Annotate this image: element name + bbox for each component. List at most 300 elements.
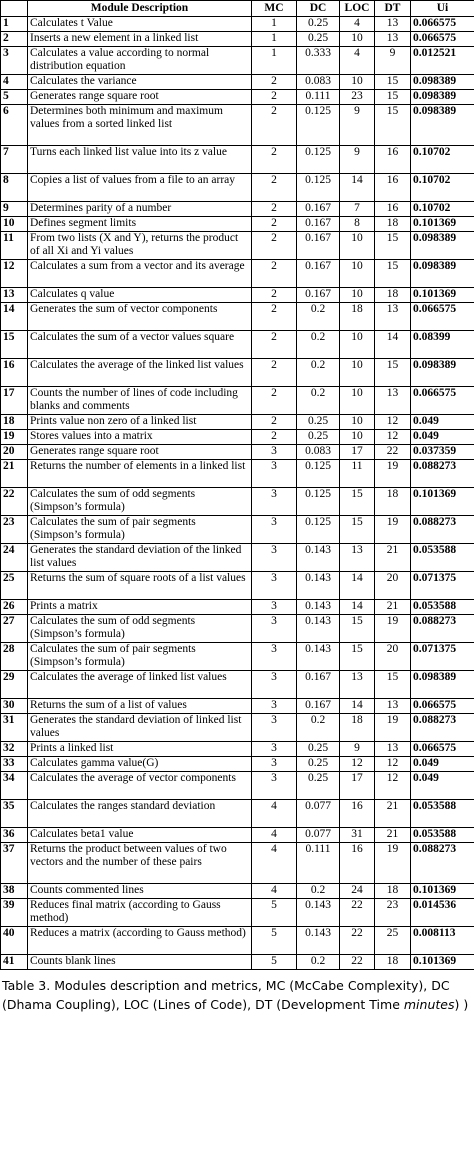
row-description: Returns the product between values of two vectors and the number of these pairs xyxy=(28,843,252,884)
row-ui: 0.101369 xyxy=(411,955,474,970)
row-ui: 0.088273 xyxy=(411,843,474,884)
table-row xyxy=(1,232,474,260)
row-number: 39 xyxy=(1,899,28,927)
row-mc: 2 xyxy=(252,90,297,105)
row-loc: 10 xyxy=(340,415,375,430)
row-ui: 0.101369 xyxy=(411,488,474,516)
row-mc: 3 xyxy=(252,544,297,572)
row-loc: 31 xyxy=(340,828,375,843)
row-dt: 15 xyxy=(375,260,411,288)
row-loc: 10 xyxy=(340,260,375,288)
row-description: Calculates a sum from a vector and its average xyxy=(28,260,252,288)
row-description: Generates the sum of vector components xyxy=(28,303,252,331)
row-ui: 0.014536 xyxy=(411,899,474,927)
row-ui: 0.012521 xyxy=(411,47,474,75)
row-dc: 0.125 xyxy=(297,460,340,488)
header-dc: DC xyxy=(297,1,340,17)
row-loc: 10 xyxy=(340,331,375,359)
row-dt: 15 xyxy=(375,671,411,699)
row-dc: 0.143 xyxy=(297,615,340,643)
row-dc: 0.125 xyxy=(297,516,340,544)
row-mc: 2 xyxy=(252,232,297,260)
row-dc: 0.143 xyxy=(297,927,340,955)
row-loc: 9 xyxy=(340,146,375,174)
row-dc: 0.25 xyxy=(297,17,340,32)
row-mc: 5 xyxy=(252,927,297,955)
row-mc: 2 xyxy=(252,387,297,415)
row-dc: 0.143 xyxy=(297,899,340,927)
caption-tail: ) ) xyxy=(454,997,469,1012)
table-row xyxy=(1,671,474,699)
row-loc: 10 xyxy=(340,387,375,415)
row-loc: 13 xyxy=(340,544,375,572)
row-ui: 0.088273 xyxy=(411,615,474,643)
row-dc: 0.2 xyxy=(297,955,340,970)
row-ui: 0.098389 xyxy=(411,671,474,699)
row-dc: 0.2 xyxy=(297,714,340,742)
table-row xyxy=(1,146,474,174)
row-dt: 20 xyxy=(375,572,411,600)
row-dc: 0.083 xyxy=(297,445,340,460)
row-description: Calculates the ranges standard deviation xyxy=(28,800,252,828)
row-description: Calculates the sum of odd segments (Simpson’s formula) xyxy=(28,488,252,516)
row-dc: 0.2 xyxy=(297,331,340,359)
row-ui: 0.098389 xyxy=(411,359,474,387)
row-dc: 0.25 xyxy=(297,742,340,757)
row-ui: 0.037359 xyxy=(411,445,474,460)
table-row xyxy=(1,828,474,843)
row-description: Generates the standard deviation of the linked list values xyxy=(28,544,252,572)
table-row xyxy=(1,516,474,544)
row-number: 31 xyxy=(1,714,28,742)
row-mc: 2 xyxy=(252,288,297,303)
row-mc: 2 xyxy=(252,75,297,90)
row-number: 17 xyxy=(1,387,28,415)
row-loc: 10 xyxy=(340,75,375,90)
row-loc: 16 xyxy=(340,800,375,828)
table-row xyxy=(1,714,474,742)
row-dt: 15 xyxy=(375,359,411,387)
table-row xyxy=(1,955,474,970)
row-description: Calculates q value xyxy=(28,288,252,303)
table-row xyxy=(1,430,474,445)
row-mc: 2 xyxy=(252,303,297,331)
row-mc: 3 xyxy=(252,615,297,643)
row-description: Counts the number of lines of code including blanks and comments xyxy=(28,387,252,415)
row-description: Defines segment limits xyxy=(28,217,252,232)
row-dc: 0.167 xyxy=(297,699,340,714)
row-loc: 15 xyxy=(340,615,375,643)
table-row xyxy=(1,303,474,331)
header-num xyxy=(1,1,28,17)
table-row xyxy=(1,800,474,828)
table-caption xyxy=(2,976,472,1014)
row-ui: 0.088273 xyxy=(411,460,474,488)
row-mc: 3 xyxy=(252,572,297,600)
row-dt: 18 xyxy=(375,488,411,516)
row-mc: 3 xyxy=(252,488,297,516)
row-ui: 0.066575 xyxy=(411,303,474,331)
row-loc: 4 xyxy=(340,17,375,32)
row-loc: 10 xyxy=(340,359,375,387)
row-description: Calculates beta1 value xyxy=(28,828,252,843)
row-dc: 0.143 xyxy=(297,572,340,600)
row-loc: 16 xyxy=(340,843,375,884)
row-number: 7 xyxy=(1,146,28,174)
row-mc: 3 xyxy=(252,714,297,742)
row-ui: 0.066575 xyxy=(411,387,474,415)
row-description: Stores values into a matrix xyxy=(28,430,252,445)
row-ui: 0.049 xyxy=(411,430,474,445)
row-loc: 15 xyxy=(340,488,375,516)
row-dt: 13 xyxy=(375,387,411,415)
row-loc: 10 xyxy=(340,32,375,47)
row-description: Calculates a value according to normal distribution equation xyxy=(28,47,252,75)
table-row xyxy=(1,884,474,899)
row-loc: 9 xyxy=(340,742,375,757)
row-loc: 14 xyxy=(340,174,375,202)
row-mc: 4 xyxy=(252,800,297,828)
row-ui: 0.098389 xyxy=(411,75,474,90)
row-description: Generates the standard deviation of linked list values xyxy=(28,714,252,742)
row-mc: 3 xyxy=(252,600,297,615)
row-loc: 11 xyxy=(340,460,375,488)
row-dc: 0.333 xyxy=(297,47,340,75)
row-loc: 15 xyxy=(340,516,375,544)
row-ui: 0.049 xyxy=(411,415,474,430)
row-number: 26 xyxy=(1,600,28,615)
row-dt: 13 xyxy=(375,742,411,757)
row-mc: 4 xyxy=(252,884,297,899)
row-mc: 2 xyxy=(252,359,297,387)
row-dt: 12 xyxy=(375,757,411,772)
row-dt: 18 xyxy=(375,884,411,899)
row-number: 9 xyxy=(1,202,28,217)
header-row xyxy=(1,1,474,17)
row-ui: 0.088273 xyxy=(411,714,474,742)
row-mc: 1 xyxy=(252,17,297,32)
row-description: Counts commented lines xyxy=(28,884,252,899)
row-dt: 22 xyxy=(375,445,411,460)
row-number: 13 xyxy=(1,288,28,303)
header-module-description: Module Description xyxy=(28,1,252,17)
row-number: 1 xyxy=(1,17,28,32)
row-dc: 0.167 xyxy=(297,202,340,217)
caption-text: Table 3. Modules description and metrics, MC (McCabe Complexity), DC (Dhama Coupling), LOC (Lines of Code), DT (Development Time xyxy=(2,978,450,1012)
row-loc: 12 xyxy=(340,757,375,772)
row-dc: 0.167 xyxy=(297,260,340,288)
row-dt: 9 xyxy=(375,47,411,75)
row-loc: 10 xyxy=(340,288,375,303)
row-dt: 12 xyxy=(375,430,411,445)
row-dt: 19 xyxy=(375,615,411,643)
table-row xyxy=(1,843,474,884)
table-row xyxy=(1,17,474,32)
row-dc: 0.125 xyxy=(297,105,340,146)
row-dc: 0.2 xyxy=(297,884,340,899)
row-number: 33 xyxy=(1,757,28,772)
row-ui: 0.049 xyxy=(411,757,474,772)
row-dc: 0.125 xyxy=(297,174,340,202)
row-loc: 14 xyxy=(340,600,375,615)
row-dc: 0.25 xyxy=(297,430,340,445)
row-dc: 0.143 xyxy=(297,600,340,615)
row-loc: 18 xyxy=(340,303,375,331)
caption-italic: minutes xyxy=(403,997,455,1012)
table-row xyxy=(1,445,474,460)
row-dt: 12 xyxy=(375,415,411,430)
row-description: Determines parity of a number xyxy=(28,202,252,217)
row-ui: 0.066575 xyxy=(411,17,474,32)
row-mc: 1 xyxy=(252,47,297,75)
row-number: 21 xyxy=(1,460,28,488)
table-row xyxy=(1,772,474,800)
table-body xyxy=(1,17,474,970)
row-number: 28 xyxy=(1,643,28,671)
table-row xyxy=(1,899,474,927)
row-number: 29 xyxy=(1,671,28,699)
row-mc: 2 xyxy=(252,415,297,430)
row-dc: 0.143 xyxy=(297,643,340,671)
row-dc: 0.077 xyxy=(297,800,340,828)
row-dt: 15 xyxy=(375,75,411,90)
row-number: 24 xyxy=(1,544,28,572)
row-mc: 2 xyxy=(252,331,297,359)
row-ui: 0.098389 xyxy=(411,232,474,260)
row-mc: 2 xyxy=(252,260,297,288)
table-row xyxy=(1,544,474,572)
row-ui: 0.101369 xyxy=(411,884,474,899)
table-row xyxy=(1,600,474,615)
row-number: 35 xyxy=(1,800,28,828)
row-ui: 0.071375 xyxy=(411,643,474,671)
row-ui: 0.053588 xyxy=(411,600,474,615)
row-description: Calculates the average of the linked list values xyxy=(28,359,252,387)
row-number: 30 xyxy=(1,699,28,714)
row-number: 20 xyxy=(1,445,28,460)
row-number: 22 xyxy=(1,488,28,516)
row-dt: 21 xyxy=(375,544,411,572)
row-mc: 5 xyxy=(252,899,297,927)
row-dt: 18 xyxy=(375,288,411,303)
row-loc: 23 xyxy=(340,90,375,105)
row-description: Returns the sum of a list of values xyxy=(28,699,252,714)
row-dt: 13 xyxy=(375,32,411,47)
row-loc: 4 xyxy=(340,47,375,75)
row-dt: 15 xyxy=(375,90,411,105)
row-mc: 2 xyxy=(252,217,297,232)
row-dc: 0.083 xyxy=(297,75,340,90)
table-row xyxy=(1,47,474,75)
header-ui: Ui xyxy=(411,1,474,17)
row-number: 6 xyxy=(1,105,28,146)
row-number: 18 xyxy=(1,415,28,430)
table-row xyxy=(1,90,474,105)
table-row xyxy=(1,288,474,303)
row-description: Calculates the sum of pair segments (Simpson’s formula) xyxy=(28,643,252,671)
row-description: Turns each linked list value into its z value xyxy=(28,146,252,174)
row-dt: 13 xyxy=(375,303,411,331)
row-number: 37 xyxy=(1,843,28,884)
row-dc: 0.25 xyxy=(297,757,340,772)
row-dt: 19 xyxy=(375,516,411,544)
row-dt: 16 xyxy=(375,202,411,217)
row-dt: 21 xyxy=(375,600,411,615)
row-description: Calculates the variance xyxy=(28,75,252,90)
table-row xyxy=(1,742,474,757)
row-number: 10 xyxy=(1,217,28,232)
row-dc: 0.25 xyxy=(297,415,340,430)
row-dt: 19 xyxy=(375,460,411,488)
row-dt: 23 xyxy=(375,899,411,927)
row-description: Calculates the average of linked list values xyxy=(28,671,252,699)
row-dt: 25 xyxy=(375,927,411,955)
table-row xyxy=(1,572,474,600)
row-description: Prints a linked list xyxy=(28,742,252,757)
table-row xyxy=(1,174,474,202)
row-loc: 14 xyxy=(340,699,375,714)
row-mc: 2 xyxy=(252,202,297,217)
row-loc: 17 xyxy=(340,772,375,800)
row-number: 19 xyxy=(1,430,28,445)
row-loc: 22 xyxy=(340,927,375,955)
row-ui: 0.10702 xyxy=(411,146,474,174)
row-description: Generates range square root xyxy=(28,90,252,105)
table-row xyxy=(1,32,474,47)
row-dt: 21 xyxy=(375,800,411,828)
row-dc: 0.25 xyxy=(297,772,340,800)
row-dc: 0.25 xyxy=(297,32,340,47)
row-dt: 15 xyxy=(375,232,411,260)
row-number: 16 xyxy=(1,359,28,387)
header-loc: LOC xyxy=(340,1,375,17)
table-row xyxy=(1,387,474,415)
row-description: Reduces a matrix (according to Gauss method) xyxy=(28,927,252,955)
header-mc: MC xyxy=(252,1,297,17)
row-mc: 1 xyxy=(252,32,297,47)
row-dc: 0.111 xyxy=(297,843,340,884)
row-number: 38 xyxy=(1,884,28,899)
row-mc: 4 xyxy=(252,828,297,843)
row-loc: 18 xyxy=(340,714,375,742)
row-number: 25 xyxy=(1,572,28,600)
table-row xyxy=(1,105,474,146)
row-number: 36 xyxy=(1,828,28,843)
row-mc: 3 xyxy=(252,445,297,460)
row-number: 23 xyxy=(1,516,28,544)
row-mc: 3 xyxy=(252,516,297,544)
table-row xyxy=(1,217,474,232)
row-ui: 0.066575 xyxy=(411,699,474,714)
row-description: Prints value non zero of a linked list xyxy=(28,415,252,430)
row-ui: 0.066575 xyxy=(411,32,474,47)
row-ui: 0.053588 xyxy=(411,828,474,843)
row-number: 2 xyxy=(1,32,28,47)
row-loc: 13 xyxy=(340,671,375,699)
table-row xyxy=(1,460,474,488)
row-description: Reduces final matrix (according to Gauss method) xyxy=(28,899,252,927)
header-dt: DT xyxy=(375,1,411,17)
row-ui: 0.098389 xyxy=(411,260,474,288)
row-description: Calculates gamma value(G) xyxy=(28,757,252,772)
row-number: 27 xyxy=(1,615,28,643)
row-ui: 0.101369 xyxy=(411,217,474,232)
row-dt: 20 xyxy=(375,643,411,671)
row-description: Calculates the sum of a vector values square xyxy=(28,331,252,359)
row-number: 3 xyxy=(1,47,28,75)
row-ui: 0.008113 xyxy=(411,927,474,955)
table-row xyxy=(1,488,474,516)
table-row xyxy=(1,359,474,387)
row-dc: 0.167 xyxy=(297,232,340,260)
row-dc: 0.077 xyxy=(297,828,340,843)
row-number: 8 xyxy=(1,174,28,202)
row-dt: 15 xyxy=(375,105,411,146)
row-ui: 0.098389 xyxy=(411,90,474,105)
table-row xyxy=(1,415,474,430)
row-mc: 4 xyxy=(252,843,297,884)
row-description: Returns the number of elements in a linked list xyxy=(28,460,252,488)
table-row xyxy=(1,260,474,288)
table-row xyxy=(1,643,474,671)
row-ui: 0.10702 xyxy=(411,174,474,202)
row-mc: 2 xyxy=(252,105,297,146)
row-mc: 3 xyxy=(252,671,297,699)
row-dc: 0.111 xyxy=(297,90,340,105)
row-dc: 0.167 xyxy=(297,217,340,232)
table-row xyxy=(1,757,474,772)
row-mc: 3 xyxy=(252,460,297,488)
row-number: 5 xyxy=(1,90,28,105)
row-loc: 15 xyxy=(340,643,375,671)
row-ui: 0.101369 xyxy=(411,288,474,303)
row-description: Copies a list of values from a file to an array xyxy=(28,174,252,202)
row-loc: 17 xyxy=(340,445,375,460)
row-mc: 3 xyxy=(252,699,297,714)
row-number: 34 xyxy=(1,772,28,800)
row-loc: 10 xyxy=(340,430,375,445)
row-number: 41 xyxy=(1,955,28,970)
row-description: Calculates t Value xyxy=(28,17,252,32)
row-mc: 2 xyxy=(252,174,297,202)
row-description: Calculates the sum of odd segments (Simpson’s formula) xyxy=(28,615,252,643)
row-ui: 0.066575 xyxy=(411,742,474,757)
table-row xyxy=(1,615,474,643)
row-number: 14 xyxy=(1,303,28,331)
row-loc: 22 xyxy=(340,899,375,927)
row-number: 12 xyxy=(1,260,28,288)
row-mc: 3 xyxy=(252,643,297,671)
row-description: Returns the sum of square roots of a list values xyxy=(28,572,252,600)
row-dt: 19 xyxy=(375,843,411,884)
row-ui: 0.098389 xyxy=(411,105,474,146)
row-description: Generates range square root xyxy=(28,445,252,460)
row-ui: 0.10702 xyxy=(411,202,474,217)
row-number: 15 xyxy=(1,331,28,359)
row-number: 32 xyxy=(1,742,28,757)
row-dt: 13 xyxy=(375,17,411,32)
row-dc: 0.2 xyxy=(297,303,340,331)
row-loc: 24 xyxy=(340,884,375,899)
table-row xyxy=(1,331,474,359)
row-mc: 3 xyxy=(252,742,297,757)
table-row xyxy=(1,202,474,217)
row-mc: 3 xyxy=(252,772,297,800)
row-ui: 0.088273 xyxy=(411,516,474,544)
row-loc: 14 xyxy=(340,572,375,600)
row-mc: 3 xyxy=(252,757,297,772)
row-dt: 14 xyxy=(375,331,411,359)
